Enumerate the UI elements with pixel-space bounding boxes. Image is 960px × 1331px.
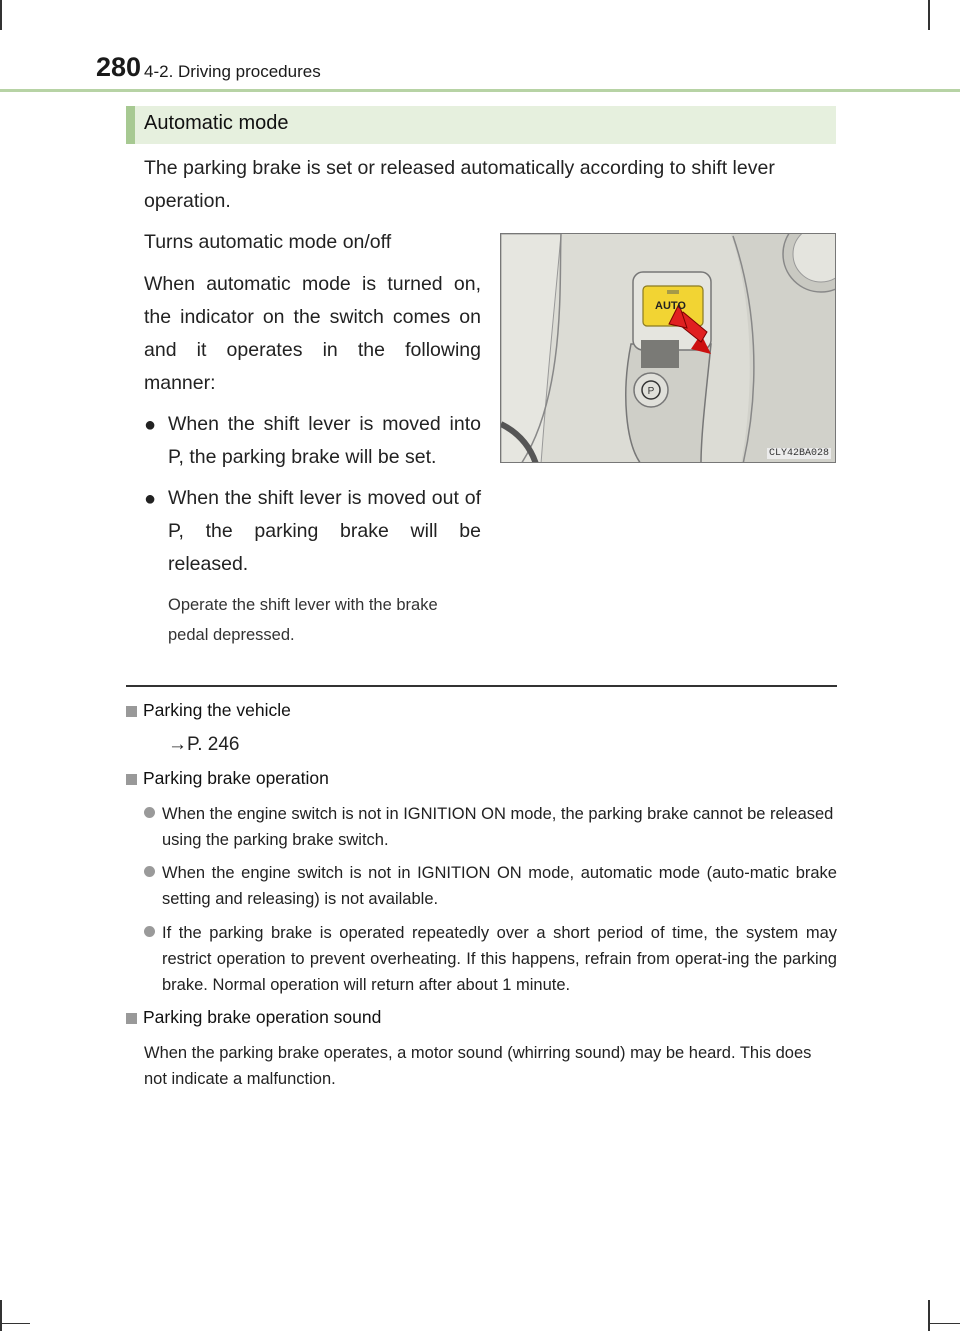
- square-marker-icon: [126, 1013, 137, 1024]
- note-heading: Parking brake operation: [143, 768, 329, 788]
- bullet-icon: [144, 926, 155, 937]
- section-heading: [126, 106, 836, 144]
- page-number: 280: [96, 52, 142, 82]
- console-drawing: [501, 234, 836, 463]
- bullet-item: When the shift lever is moved out of P, the parking brake will be released.: [168, 487, 481, 575]
- section-separator: [126, 685, 837, 687]
- heading-text: Automatic mode: [144, 112, 289, 134]
- crop-mark: [0, 1300, 2, 1331]
- section-title: 4-2. Driving procedures: [144, 62, 321, 81]
- bullet-icon: ●: [144, 414, 157, 436]
- intro-paragraph: The parking brake is set or released automatically according to shift lever operation.: [144, 157, 775, 212]
- when-on-paragraph: When automatic mode is turned on, the indicator on the switch comes on and it operates in the following manner:: [144, 273, 481, 394]
- bullet-icon: [144, 866, 155, 877]
- auto-button-label: AUTO: [655, 300, 686, 312]
- auto-switch-illustration: [500, 233, 836, 463]
- crop-mark: [0, 0, 2, 30]
- svg-text:P: P: [647, 386, 655, 397]
- header-rule: [0, 89, 960, 92]
- note-text: When the parking brake operates, a motor sound (whirring sound) may be heard. This does not indicate a malfunction.: [144, 1044, 812, 1088]
- square-marker-icon: [126, 774, 137, 785]
- crop-mark: [930, 1323, 960, 1324]
- bullet-icon: [144, 807, 155, 818]
- operate-note: Operate the shift lever with the brake pedal depressed.: [168, 596, 438, 644]
- figure-code: CLY42BA028: [768, 448, 829, 459]
- note-item: If the parking brake is operated repeatedly over a short period of time, the system may restrict operation to prevent overheating. If this happens, refrain from operat-ing the parking brake. Normal operation will return after about 1 minute.: [162, 924, 837, 994]
- page-reference[interactable]: →P. 246: [168, 734, 240, 755]
- crop-mark: [0, 1323, 30, 1324]
- crop-mark: [928, 1300, 930, 1331]
- note-item: When the engine switch is not in IGNITION ON mode, automatic mode (auto-matic brake setting and releasing) is not available.: [162, 864, 837, 908]
- note-heading: Parking brake operation sound: [143, 1007, 382, 1027]
- bullet-icon: ●: [144, 488, 157, 510]
- note-item: When the engine switch is not in IGNITION ON mode, the parking brake cannot be released using the parking brake switch.: [162, 805, 834, 849]
- square-marker-icon: [126, 706, 137, 717]
- bullet-item: When the shift lever is moved into P, the parking brake will be set.: [168, 413, 481, 468]
- note-heading: Parking the vehicle: [143, 700, 291, 720]
- crop-mark: [928, 0, 930, 30]
- turns-text: Turns automatic mode on/off: [144, 231, 392, 253]
